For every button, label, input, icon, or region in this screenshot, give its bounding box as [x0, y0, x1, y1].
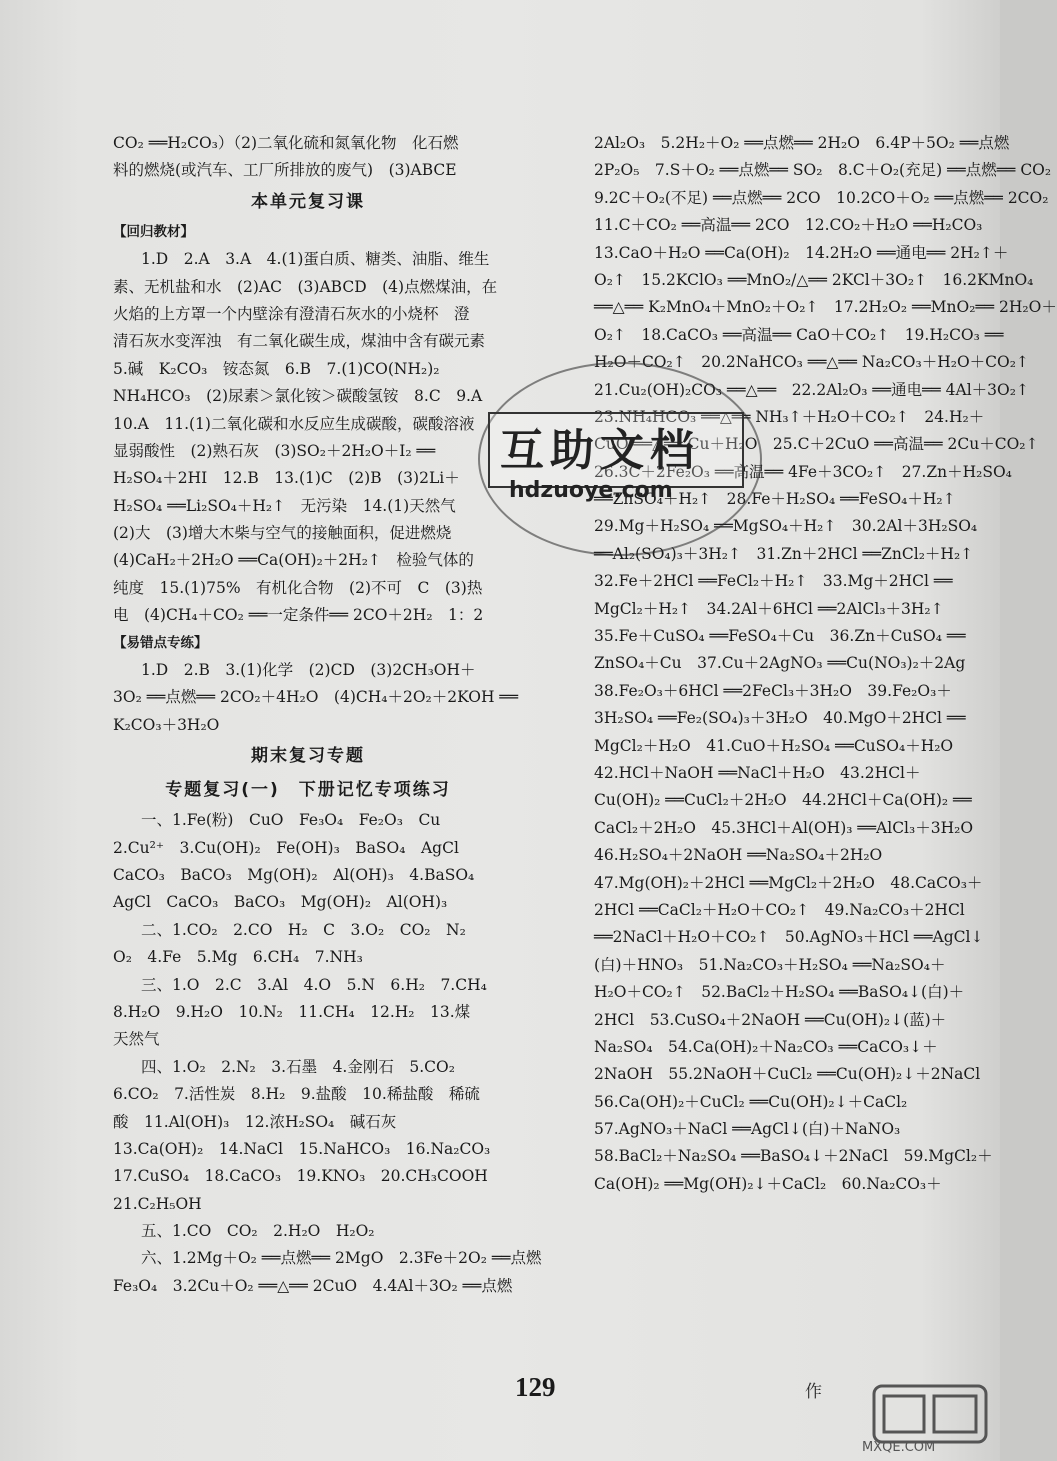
text-line: 10.A 11.(1)二氧化碳和水反应生成碳酸，碳酸溶液: [113, 414, 475, 433]
equation-line: Ca(OH)₂ ══Mg(OH)₂↓＋CaCl₂ 60.Na₂CO₃＋: [594, 1174, 942, 1193]
text-line: 1.D 2.A 3.A 4.(1)蛋白质、糖类、油脂、维生: [141, 250, 490, 269]
text-line: 清石灰水变浑浊 有二氧化碳生成，煤油中含有碳元素: [113, 332, 486, 351]
corner-site-text: MXQE.COM: [862, 1440, 936, 1455]
text-line: Fe₃O₄ 3.2Cu＋O₂ ══△══ 2CuO 4.4Al＋3O₂ ══点燃: [113, 1276, 513, 1295]
equation-line: 42.HCl＋NaOH ══NaCl＋H₂O 43.2HCl＋: [594, 763, 921, 782]
text-line: 酸 11.Al(OH)₃ 12.浓H₂SO₄ 碱石灰: [113, 1112, 397, 1131]
equation-line: 23.NH₄HCO₃ ══△══ NH₃↑＋H₂O＋CO₂↑ 24.H₂＋: [594, 407, 985, 426]
text-line: 一、1.Fe(粉) CuO Fe₃O₄ Fe₂O₃ Cu: [141, 811, 441, 830]
equation-line: ══ZnSO₄＋H₂↑ 28.Fe＋H₂SO₄ ══FeSO₄＋H₂↑: [594, 490, 956, 509]
equation-line: H₂O＋CO₂↑ 52.BaCl₂＋H₂SO₄ ══BaSO₄↓(白)＋: [594, 983, 965, 1002]
equation-line: MgCl₂＋H₂↑ 34.2Al＋6HCl ══2AlCl₃＋3H₂↑: [594, 599, 944, 618]
equation-line: 11.C＋CO₂ ══高温══ 2CO 12.CO₂＋H₂O ══H₂CO₃: [594, 216, 983, 235]
equation-line: MgCl₂＋H₂O 41.CuO＋H₂SO₄ ══CuSO₄＋H₂O: [594, 736, 954, 755]
equation-line: 57.AgNO₃＋NaCl ══AgCl↓(白)＋NaNO₃: [594, 1120, 901, 1139]
text-line: 五、1.CO CO₂ 2.H₂O H₂O₂: [141, 1222, 375, 1241]
text-line: AgCl CaCO₃ BaCO₃ Mg(OH)₂ Al(OH)₃: [113, 893, 448, 912]
text-line: 17.CuSO₄ 18.CaCO₃ 19.KNO₃ 20.CH₃COOH: [113, 1167, 488, 1186]
page-number: 129: [515, 1372, 556, 1402]
text-line: H₂SO₄＋2HI 12.B 13.(1)C (2)B (3)2Li＋: [113, 469, 460, 488]
text-line: 3O₂ ══点燃══ 2CO₂＋4H₂O (4)CH₄＋2O₂＋2KOH ══: [113, 688, 519, 707]
equation-line: (白)＋HNO₃ 51.Na₂CO₃＋H₂SO₄ ══Na₂SO₄＋: [594, 955, 946, 974]
text-line: CaCO₃ BaCO₃ Mg(OH)₂ Al(OH)₃ 4.BaSO₄: [113, 865, 475, 884]
text-line: CO₂ ══H₂CO₃）（2)二氧化硫和氮氧化物 化石燃: [113, 134, 459, 152]
equation-line: 47.Mg(OH)₂＋2HCl ══MgCl₂＋2H₂O 48.CaCO₃＋: [594, 873, 983, 892]
text-line: 5.碱 K₂CO₃ 铵态氮 6.B 7.(1)CO(NH₂)₂: [113, 359, 440, 378]
equation-line: 56.Ca(OH)₂＋CuCl₂ ══Cu(OH)₂↓＋CaCl₂: [594, 1092, 908, 1111]
section-heading: 期末复习专题: [251, 746, 365, 767]
text-line: 显弱酸性 (2)熟石灰 (3)SO₂＋2H₂O＋I₂ ══: [113, 441, 436, 460]
text-line: 素、无机盐和水 (2)AC (3)ABCD (4)点燃煤油，在: [113, 277, 498, 296]
text-line: 二、1.CO₂ 2.CO H₂ C 3.O₂ CO₂ N₂: [141, 920, 466, 939]
equation-line: O₂↑ 18.CaCO₃ ══高温══ CaO＋CO₂↑ 19.H₂CO₃ ══: [594, 325, 1004, 344]
equation-line: H₂O＋CO₂↑ 20.2NaHCO₃ ══△══ Na₂CO₃＋H₂O＋CO₂↑: [594, 353, 1029, 372]
text-line: 三、1.O 2.C 3.Al 4.O 5.N 6.H₂ 7.CH₄: [141, 975, 487, 994]
footer-mark: 作: [805, 1382, 822, 1402]
text-line: 四、1.O₂ 2.N₂ 3.石墨 4.金刚石 5.CO₂: [141, 1057, 455, 1076]
equation-line: Cu(OH)₂ ══CuCl₂＋2H₂O 44.2HCl＋Ca(OH)₂ ══: [594, 791, 972, 810]
equation-line: 13.CaO＋H₂O ══Ca(OH)₂ 14.2H₂O ══通电══ 2H₂↑＋: [594, 243, 1009, 262]
equation-line: CuO ══△══ Cu＋H₂O 25.C＋2CuO ══高温══ 2Cu＋CO₂↑: [594, 435, 1039, 454]
text-line: 火焰的上方罩一个内壁涂有澄清石灰水的小烧杯 澄: [113, 304, 470, 323]
text-line: 8.H₂O 9.H₂O 10.N₂ 11.CH₄ 12.H₂ 13.煤: [113, 1002, 471, 1021]
equation-line: 2NaOH 55.2NaOH＋CuCl₂ ══Cu(OH)₂↓＋2NaCl: [594, 1065, 981, 1084]
text-line: 21.C₂H₅OH: [113, 1194, 202, 1213]
equation-line: ══△══ K₂MnO₄＋MnO₂＋O₂↑ 17.2H₂O₂ ══MnO₂══ 2H₂O＋: [594, 298, 1057, 317]
equation-line: 2HCl 53.CuSO₄＋2NaOH ══Cu(OH)₂↓(蓝)＋: [594, 1010, 947, 1029]
equation-line: 38.Fe₂O₃＋6HCl ══2FeCl₃＋3H₂O 39.Fe₂O₃＋: [594, 681, 952, 700]
equation-line: 26.3C＋2Fe₂O₃ ══高温══ 4Fe＋3CO₂↑ 27.Zn＋H₂SO₄: [594, 462, 1012, 481]
text-line: 2.Cu²⁺ 3.Cu(OH)₂ Fe(OH)₃ BaSO₄ AgCl: [113, 838, 459, 857]
equation-line: 35.Fe＋CuSO₄ ══FeSO₄＋Cu 36.Zn＋CuSO₄ ══: [594, 627, 966, 646]
equation-line: ══2NaCl＋H₂O＋CO₂↑ 50.AgNO₃＋HCl ══AgCl↓: [594, 928, 984, 947]
equation-line: ZnSO₄＋Cu 37.Cu＋2AgNO₃ ══Cu(NO₃)₂＋2Ag: [594, 654, 966, 673]
right-column: [594, 130, 1057, 1198]
text-line: 纯度 15.(1)75% 有机化合物 (2)不可 C (3)热: [113, 578, 483, 597]
equation-line: 58.BaCl₂＋Na₂SO₄ ══BaSO₄↓＋2NaCl 59.MgCl₂＋: [594, 1147, 993, 1166]
equation-line: 21.Cu₂(OH)₂CO₃ ══△══ 22.2Al₂O₃ ══通电══ 4Al＋3O₂↑: [594, 380, 1029, 399]
text-line: K₂CO₃＋3H₂O: [113, 715, 220, 734]
equation-line: 3H₂SO₄ ══Fe₂(SO₄)₃＋3H₂O 40.MgO＋2HCl ══: [594, 709, 966, 728]
text-line: O₂ 4.Fe 5.Mg 6.CH₄ 7.NH₃: [113, 948, 363, 967]
section-heading: 本单元复习课: [251, 191, 365, 212]
equation-line: O₂↑ 15.2KClO₃ ══MnO₂/△══ 2KCl＋3O₂↑ 16.2KMnO₄: [594, 270, 1034, 289]
equation-line: 32.Fe＋2HCl ══FeCl₂＋H₂↑ 33.Mg＋2HCl ══: [594, 572, 953, 591]
equation-line: 9.2C＋O₂(不足) ══点燃══ 2CO 10.2CO＋O₂ ══点燃══ 2CO₂: [594, 188, 1049, 207]
text-line: 六、1.2Mg＋O₂ ══点燃══ 2MgO 2.3Fe＋2O₂ ══点燃: [141, 1249, 542, 1268]
equation-line: Na₂SO₄ 54.Ca(OH)₂＋Na₂CO₃ ══CaCO₃↓＋: [594, 1037, 938, 1056]
text-line: (2)大 (3)增大木柴与空气的接触面积，促进燃烧: [113, 524, 452, 543]
text-line: 6.CO₂ 7.活性炭 8.H₂ 9.盐酸 10.稀盐酸 稀硫: [113, 1085, 480, 1104]
equation-line: ══Al₂(SO₄)₃＋3H₂↑ 31.Zn＋2HCl ══ZnCl₂＋H₂↑: [594, 544, 974, 563]
section-heading: 专题复习(一) 下册记忆专项练习: [165, 780, 451, 801]
text-line: (4)CaH₂＋2H₂O ══Ca(OH)₂＋2H₂↑ 检验气体的: [113, 551, 474, 570]
equation-line: CaCl₂＋2H₂O 45.3HCl＋Al(OH)₃ ══AlCl₃＋3H₂O: [594, 818, 974, 837]
text-line: H₂SO₄ ══Li₂SO₄＋H₂↑ 无污染 14.(1)天然气: [113, 496, 456, 515]
equation-line: 29.Mg＋H₂SO₄ ══MgSO₄＋H₂↑ 30.2Al＋3H₂SO₄: [594, 517, 978, 536]
equation-line: 2P₂O₅ 7.S＋O₂ ══点燃══ SO₂ 8.C＋O₂(充足) ══点燃══ CO₂: [594, 161, 1052, 180]
left-column: [113, 130, 542, 1300]
watermark-url: hdzuoye.com: [509, 478, 673, 503]
text-line: NH₄HCO₃ (2)尿素＞氯化铵＞碳酸氢铵 8.C 9.A: [113, 387, 483, 406]
text-line: 天然气: [113, 1030, 160, 1049]
text-line: 1.D 2.B 3.(1)化学 (2)CD (3)2CH₃OH＋: [141, 661, 476, 680]
equation-line: 46.H₂SO₄＋2NaOH ══Na₂SO₄＋2H₂O: [594, 846, 883, 865]
watermark-title: 互助文档: [500, 425, 700, 476]
section-tag: 【易错点专练】: [113, 634, 208, 651]
equation-line: 2HCl ══CaCl₂＋H₂O＋CO₂↑ 49.Na₂CO₃＋2HCl: [594, 900, 965, 919]
text-line: 料的燃烧(或汽车、工厂所排放的废气) (3)ABCE: [113, 161, 457, 180]
equation-line: 2Al₂O₃ 5.2H₂＋O₂ ══点燃══ 2H₂O 6.4P＋5O₂ ══点燃: [594, 134, 1010, 152]
section-tag: 【回归教材】: [113, 223, 194, 240]
text-line: 电 (4)CH₄＋CO₂ ══一定条件══ 2CO＋2H₂ 1：2: [113, 606, 484, 625]
text-line: 13.Ca(OH)₂ 14.NaCl 15.NaHCO₃ 16.Na₂CO₃: [113, 1139, 491, 1158]
